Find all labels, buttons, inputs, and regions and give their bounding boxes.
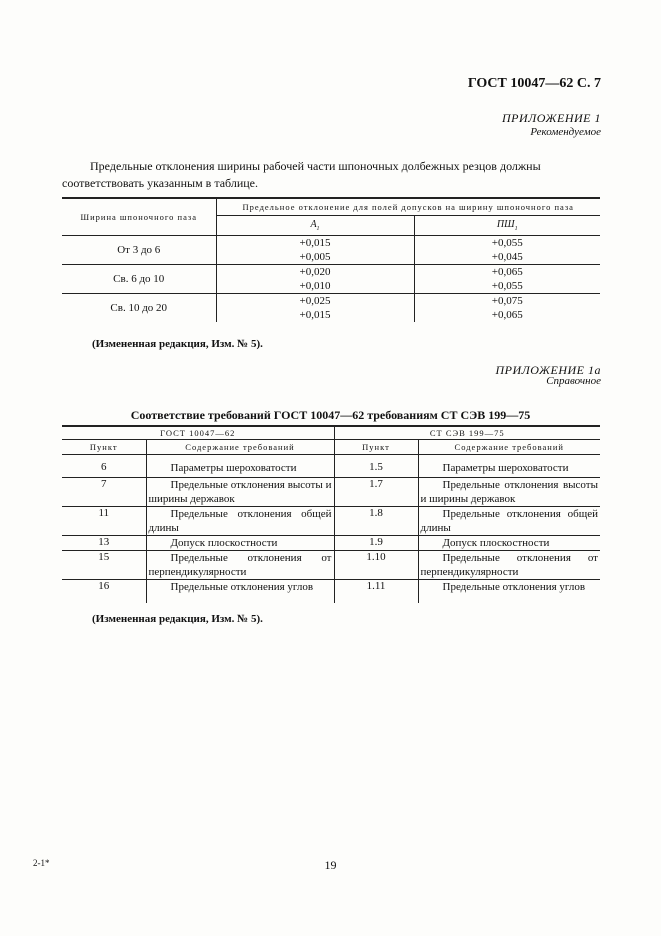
table-row (62, 293, 600, 322)
table-row (62, 264, 600, 293)
document-header: ГОСТ 10047—62 С. 7 (467, 76, 601, 91)
gost-item: 11 (62, 506, 146, 535)
sev-item: 1.7 (334, 477, 418, 506)
gost-requirement: Предельные отклонения углов (146, 579, 334, 595)
appendix-1a-status: Справочное (546, 375, 601, 387)
a1-values: +0,025 +0,015 (216, 293, 414, 322)
gost-item: 13 (62, 535, 146, 550)
table-row (62, 535, 600, 550)
gost-requirement: Предельные отклонения общей длины (146, 506, 334, 535)
width-range: От 3 до 6 (62, 235, 216, 264)
sev-item: 1.5 (334, 461, 418, 477)
sev-requirement: Допуск плоскостности (418, 535, 600, 550)
table-row (62, 506, 600, 535)
sev-group-header: СТ СЭВ 199—75 (334, 426, 600, 439)
sev-requirement: Предельные отклонения общей длины (418, 506, 600, 535)
psh1-values: +0,065 +0,055 (414, 264, 600, 293)
gost-requirement: Параметры шероховатости (146, 461, 334, 477)
sev-requirement: Предельные отклонения от перпендикулярности (418, 550, 600, 579)
gost-item: 16 (62, 579, 146, 595)
a1-values: +0,020 +0,010 (216, 264, 414, 293)
table-row (62, 461, 600, 477)
width-range: Св. 6 до 10 (62, 264, 216, 293)
gost-item: 15 (62, 550, 146, 579)
width-column-header: Ширина шпоночного паза (62, 198, 216, 235)
sev-requirement: Предельные отклонения высоты и ширины державок (418, 477, 600, 506)
sev-item: 1.9 (334, 535, 418, 550)
gost-requirement: Допуск плоскостности (146, 535, 334, 550)
a1-values: +0,015 +0,005 (216, 235, 414, 264)
table-row (62, 550, 600, 579)
page-number: 19 (324, 858, 337, 872)
table-row (62, 579, 600, 595)
sev-item: 1.8 (334, 506, 418, 535)
gost-item: 7 (62, 477, 146, 506)
psh1-values: +0,075 +0,065 (491, 294, 523, 321)
deviation-table (62, 197, 600, 322)
appendix-1-status: Рекомендуемое (530, 126, 601, 138)
sev-requirement: Параметры шероховатости (418, 461, 600, 477)
table-2-caption: Соответствие требований ГОСТ 10047—62 требованиям СТ СЭВ 199—75 (130, 408, 531, 422)
gost-requirement: Предельные отклонения высоты и ширины державок (146, 477, 334, 506)
table-row (62, 477, 600, 506)
gost-group-header: ГОСТ 10047—62 (62, 426, 334, 439)
gost-content-header: Содержание требований (146, 439, 334, 454)
appendix-1a-title: ПРИЛОЖЕНИЕ 1а (495, 363, 601, 377)
intro-paragraph: Предельные отклонения ширины рабочей части шпоночных долбежных резцов должны соответствовать указанным в таблице. (62, 159, 541, 190)
sev-requirement: Предельные отклонения углов (442, 580, 586, 593)
appendix-1-title: ПРИЛОЖЕНИЕ 1 (502, 111, 601, 125)
sev-content-header: Содержание требований (418, 439, 600, 454)
correspondence-table (62, 425, 600, 603)
sev-item: 1.10 (334, 550, 418, 579)
psh1-values: +0,055 +0,045 (414, 235, 600, 264)
revision-note-1: (Измененная редакция, Изм. № 5). (92, 338, 263, 350)
tolerance-a1-header: $А_1$ (216, 215, 414, 235)
gost-item: 6 (62, 461, 146, 477)
gost-item-header: Пункт (62, 439, 146, 454)
sev-item: 1.11 (334, 579, 418, 595)
width-range: Св. 10 до 20 (62, 293, 216, 322)
gost-requirement: Предельные отклонения от перпендикулярности (146, 550, 334, 579)
sev-item-header: Пункт (334, 439, 418, 454)
deviation-group-header: Предельное отклонение для полей допусков на ширину шпоночного паза (216, 198, 600, 215)
tolerance-psh1-header: $ПШ_1$ (414, 215, 600, 235)
revision-note-2: (Измененная редакция, Изм. № 5). (92, 613, 263, 625)
footer-mark: 2-1* (33, 858, 50, 868)
table-row (62, 235, 600, 264)
